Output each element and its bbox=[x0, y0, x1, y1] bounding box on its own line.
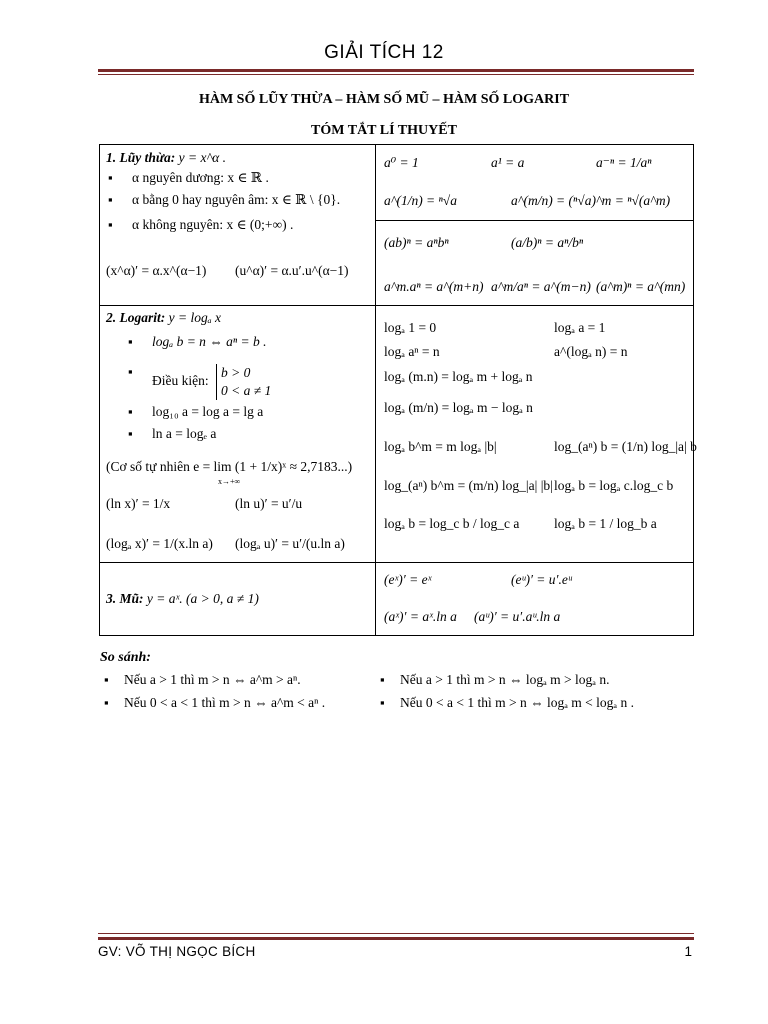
power-identity-one: a¹ = a bbox=[491, 155, 525, 170]
power-rules-bottom bbox=[376, 221, 694, 306]
exp-derivative-e-u: (eᵘ)′ = u′.eᵘ bbox=[511, 572, 572, 587]
log-derivative-ln-x: (ln x)′ = 1/x bbox=[106, 496, 171, 511]
compare-log-less: ▪ Nếu 0 < a < 1 thì m > n ⇔ logₐ m < logₐ n . bbox=[400, 695, 634, 711]
log-prop-quotient: logₐ (m/n) = logₐ m − logₐ n bbox=[384, 400, 533, 415]
exp-derivative-e-x: (eˣ)′ = eˣ bbox=[384, 572, 432, 587]
log-condition-label: Điều kiện: bbox=[152, 373, 209, 389]
page-header-title: GIẢI TÍCH 12 bbox=[324, 42, 444, 63]
power-divide-rule: a^m/aⁿ = a^(m−n) bbox=[491, 279, 591, 294]
section-power-definition: y = x^α . bbox=[178, 150, 226, 165]
power-quotient-base-rule: (a/b)ⁿ = aⁿ/bⁿ bbox=[511, 235, 584, 250]
log-base-ten: ▪ log₁₀ a = log a = lg a bbox=[152, 404, 263, 420]
log-derivative-loga-u: (logₐ u)′ = u′/(u.ln a) bbox=[235, 536, 345, 551]
footer-rule-bottom bbox=[98, 937, 694, 940]
section-power-left bbox=[100, 145, 376, 306]
document-subtitle: TÓM TẮT LÍ THUYẾT bbox=[311, 123, 457, 138]
header-rule-top bbox=[98, 69, 694, 72]
document-title: HÀM SỐ LŨY THỪA – HÀM SỐ MŨ – HÀM SỐ LOGARIT bbox=[198, 92, 570, 107]
log-prop-base-power-m: log_(aⁿ) b^m = (m/n) log_|a| |b| bbox=[384, 478, 553, 493]
power-root-one: a^(1/n) = ⁿ√a bbox=[384, 193, 457, 208]
log-prop-reciprocal: logₐ b = 1 / log_b a bbox=[554, 516, 657, 531]
power-identity-zero: a⁰ = 1 bbox=[384, 155, 419, 170]
log-prop-base: logₐ a = 1 bbox=[554, 320, 606, 335]
power-rule-non-integer: ▪ α không nguyên: x ∈ (0;+∞) . bbox=[132, 217, 293, 233]
power-derivative-u: (u^α)′ = α.u′.u^(α−1) bbox=[235, 263, 349, 278]
header-rule-bottom bbox=[98, 74, 694, 75]
power-rule-zero-negative: ▪ α bằng 0 hay nguyên âm: x ∈ ℝ \ {0}. bbox=[132, 192, 340, 208]
exp-derivative-a-x: (aˣ)′ = aˣ.ln a bbox=[384, 609, 457, 624]
log-derivative-loga-x: (logₐ x)′ = 1/(x.ln a) bbox=[106, 536, 213, 551]
power-product-rule: (ab)ⁿ = aⁿbⁿ bbox=[384, 235, 449, 250]
power-rule-positive: ▪ α nguyên dương: x ∈ ℝ . bbox=[132, 170, 269, 186]
exp-derivative-a-u: (aᵘ)′ = u′.aᵘ.ln a bbox=[474, 609, 561, 624]
natural-base-definition: (Cơ số tự nhiên e = lim (1 + 1/x)ˣ ≈ 2,7183...) bbox=[106, 459, 353, 474]
section-exp-right bbox=[376, 563, 694, 636]
section-log-heading: 2. Logarit: bbox=[106, 310, 166, 325]
log-condition-b: b > 0 bbox=[221, 365, 251, 380]
natural-base-limit-subscript: x→+∞ bbox=[218, 477, 241, 486]
theory-table bbox=[99, 144, 697, 636]
section-log-left bbox=[100, 306, 376, 563]
power-rules-top bbox=[376, 145, 694, 221]
power-power-rule: (a^m)ⁿ = a^(mn) bbox=[596, 279, 686, 294]
compare-log-greater: ▪ Nếu a > 1 thì m > n ⇔ logₐ m > logₐ n. bbox=[400, 672, 609, 688]
log-condition-a: 0 < a ≠ 1 bbox=[221, 383, 272, 398]
power-root-m: a^(m/n) = (ⁿ√a)^m = ⁿ√(a^m) bbox=[511, 193, 671, 208]
log-prop-power-n: logₐ aⁿ = n bbox=[384, 344, 440, 359]
power-multiply-rule: a^m.aⁿ = a^(m+n) bbox=[384, 279, 484, 294]
log-condition bbox=[152, 364, 271, 400]
log-natural: ▪ ln a = logₑ a bbox=[152, 426, 216, 442]
power-derivative-x: (x^α)′ = α.x^(α−1) bbox=[106, 263, 207, 278]
section-exp-heading: 3. Mũ: bbox=[106, 591, 144, 606]
log-prop-base-power: log_(aⁿ) b = (1/n) log_|a| b bbox=[554, 439, 697, 454]
log-prop-product: logₐ (m.n) = logₐ m + logₐ n bbox=[384, 369, 533, 384]
power-negative-exponent: a⁻ⁿ = 1/aⁿ bbox=[596, 155, 652, 170]
log-prop-power: logₐ b^m = m logₐ |b| bbox=[384, 439, 497, 454]
compare-power-greater: ▪ Nếu a > 1 thì m > n ⇔ a^m > aⁿ. bbox=[124, 672, 301, 688]
log-prop-inverse: a^(logₐ n) = n bbox=[554, 344, 628, 359]
log-derivative-ln-u: (ln u)′ = u′/u bbox=[235, 496, 303, 511]
section-log-right bbox=[376, 306, 697, 563]
section-exp-definition: y = aˣ. (a > 0, a ≠ 1) bbox=[146, 591, 259, 606]
section-log-definition: y = logₐ x bbox=[168, 310, 222, 325]
footer-page-number: 1 bbox=[684, 944, 692, 959]
footer-teacher: GV: VÕ THỊ NGỌC BÍCH bbox=[98, 944, 256, 959]
section-power-heading: 1. Lũy thừa: bbox=[106, 150, 176, 165]
log-prop-one: logₐ 1 = 0 bbox=[384, 320, 437, 335]
footer-rule-top bbox=[98, 933, 694, 934]
section-exp-left bbox=[100, 563, 376, 636]
log-prop-chain: logₐ b = logₐ c.log_c b bbox=[554, 478, 674, 493]
compare-title: So sánh: bbox=[100, 650, 151, 665]
log-definition-rule: ▪ logₐ b = n ⇔ aⁿ = b . bbox=[152, 334, 267, 350]
compare-power-less: ▪ Nếu 0 < a < 1 thì m > n ⇔ a^m < aⁿ . bbox=[124, 695, 325, 711]
log-prop-change-base: logₐ b = log_c b / log_c a bbox=[384, 516, 520, 531]
